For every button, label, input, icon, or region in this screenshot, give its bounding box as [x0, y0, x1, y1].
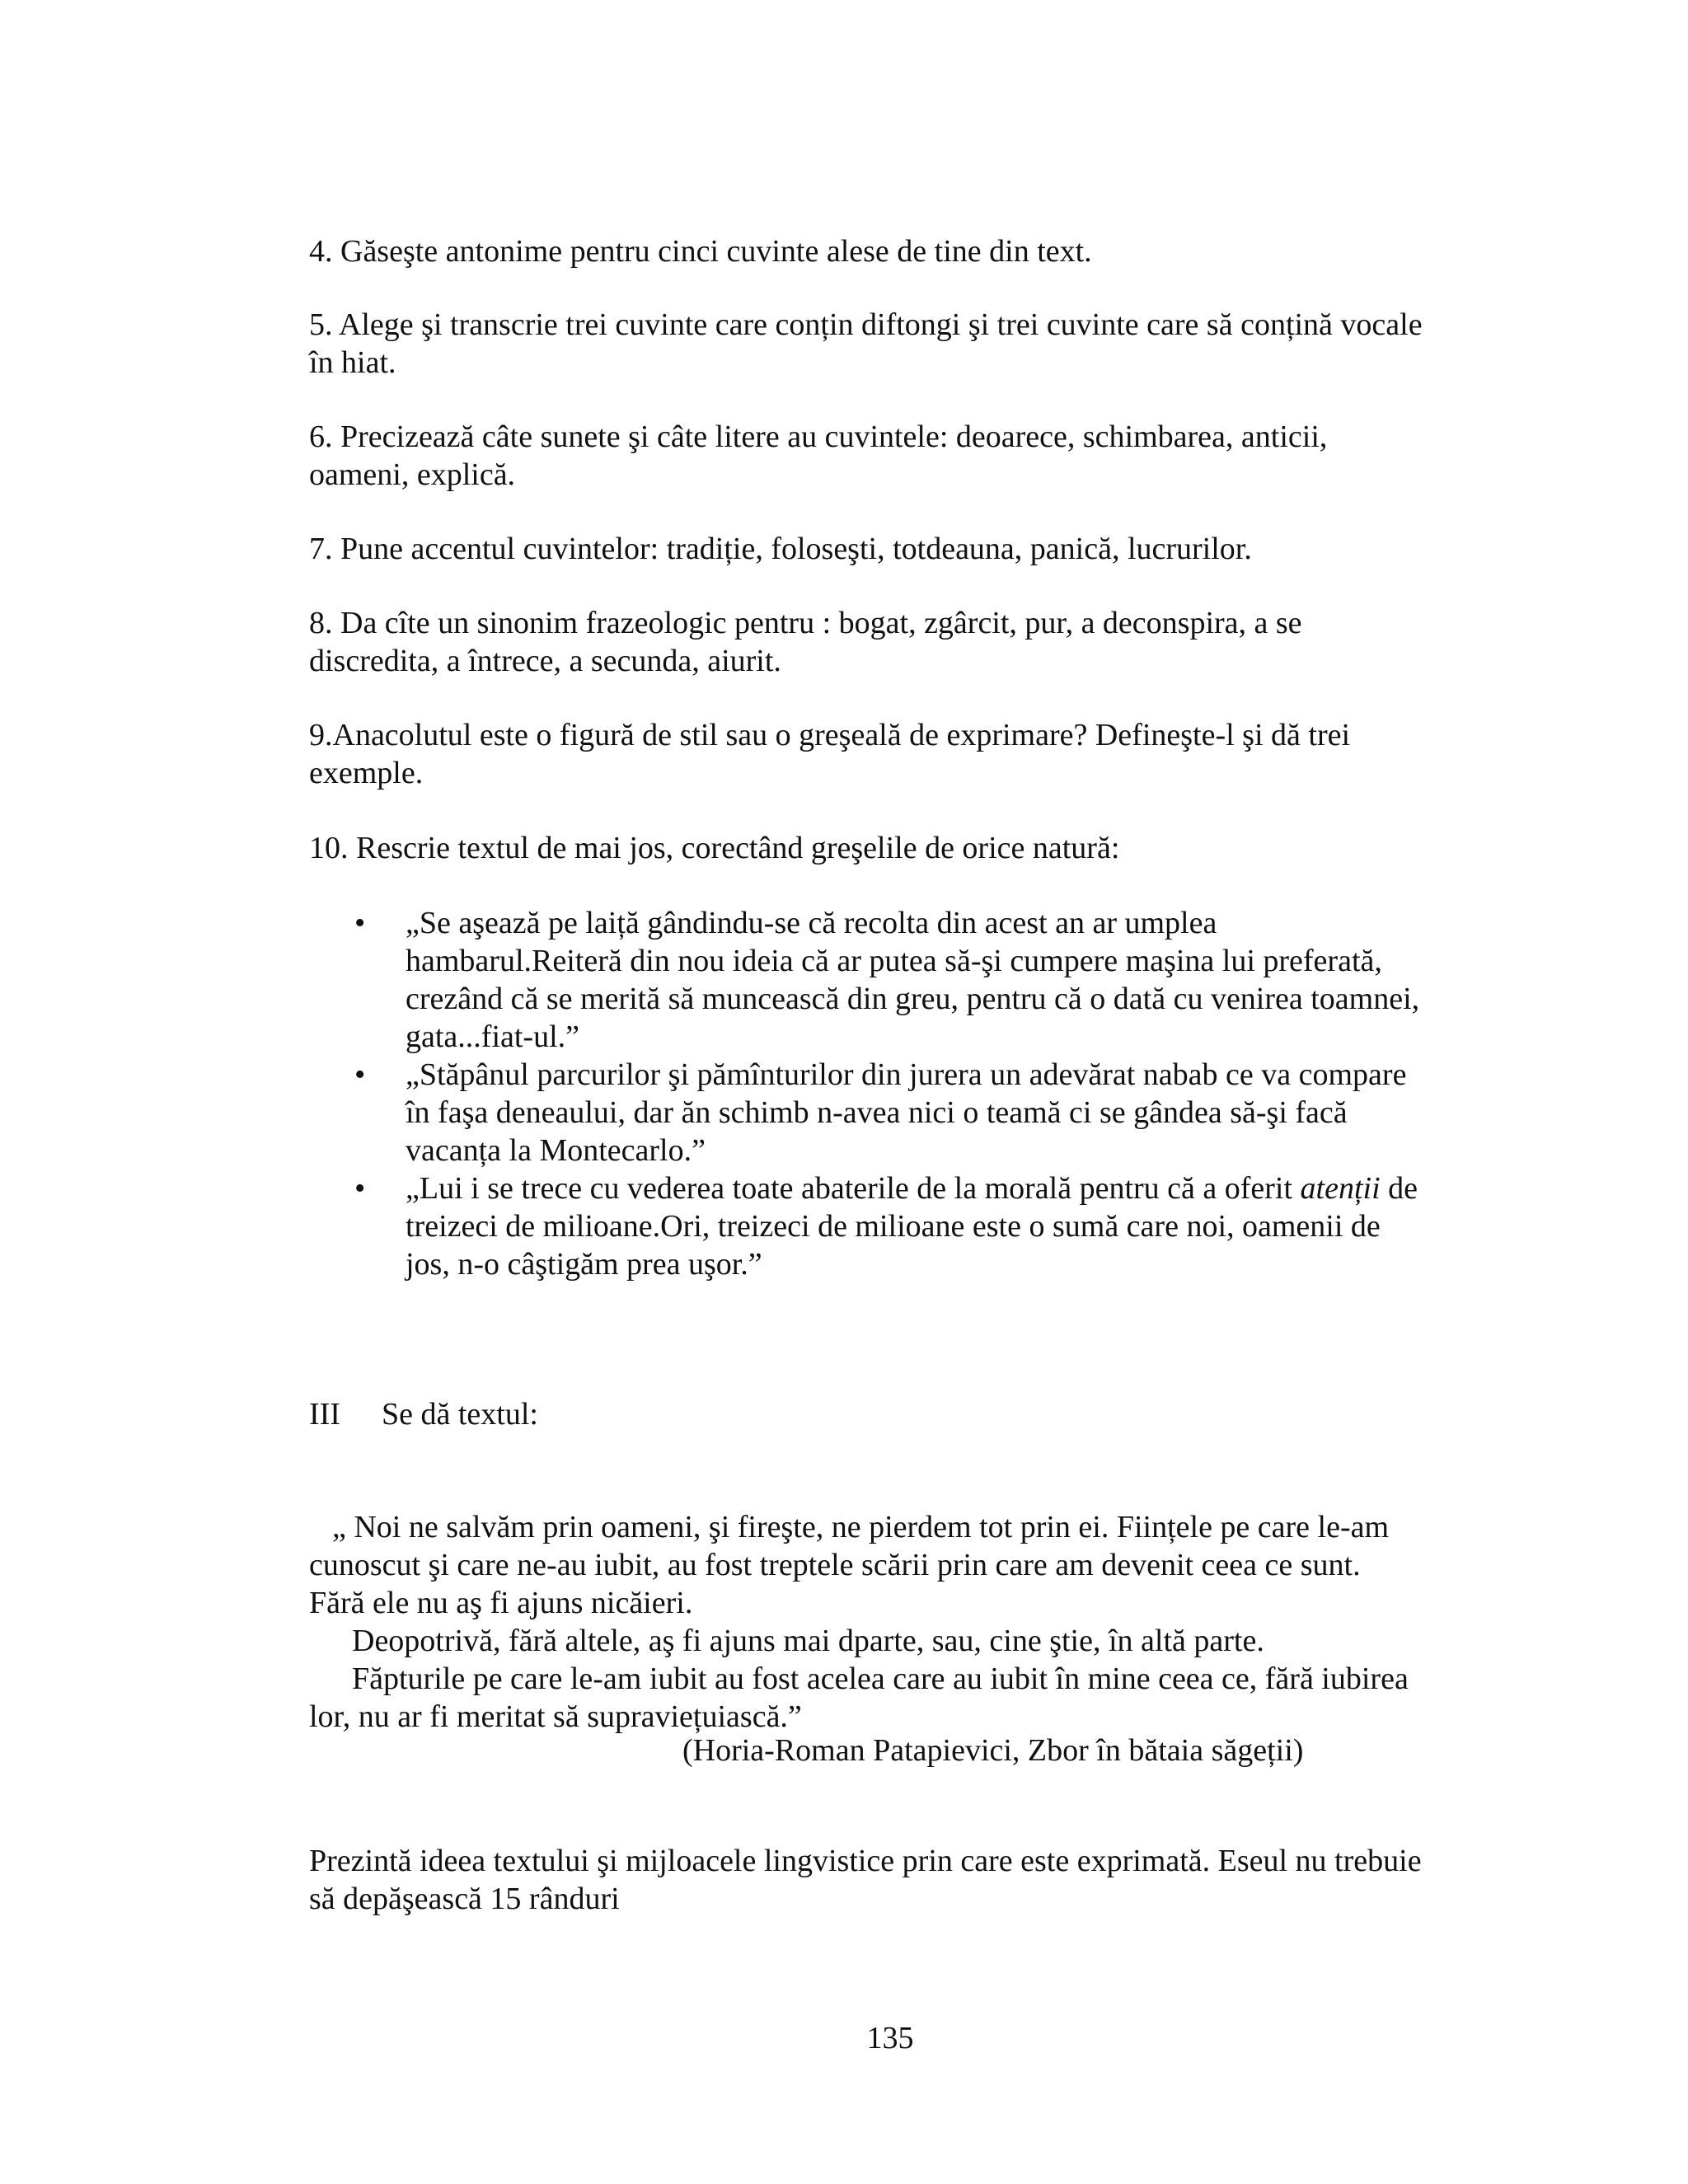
section-title: Se dă textul:	[382, 1397, 538, 1432]
exercise-4: 4. Găseşte antonime pentru cinci cuvinte alese de tine din text.	[309, 234, 1092, 269]
bullet-text-3-italic: atenții	[1300, 1171, 1381, 1206]
quoted-text	[309, 1508, 1479, 1736]
exercise-8: 8. Da cîte un sinonim frazeologic pentru : bogat, zgârcit, pur, a deconspira, a se discredita, a întrece, a secunda, aiurit.	[309, 606, 1302, 678]
exercise-5: 5. Alege şi transcrie trei cuvinte care conțin diftongi şi trei cuvinte care să conțină vocale în hiat.	[309, 307, 1423, 380]
bullet-icon: •	[354, 1057, 366, 1092]
bullet-text-3-end: de treizeci de milioane.Ori, treizeci de milioane este o sumă care noi, oamenii de jos, n-o câştigăm prea uşor.”	[406, 1171, 1418, 1282]
bullet-text-2: „Stăpânul parcurilor şi pămînturilor din jurera un adevărat nabab ce va compare în faşa deneaului, dar ăn schimb n-avea nici o teamă ci se gândea să-şi facă vacanța la Montecarlo.”	[406, 1057, 1407, 1168]
essay-task: Prezintă ideea textului şi mijloacele lingvistice prin care este exprimată. Eseul nu trebuie să depăşească 15 rânduri	[309, 1844, 1422, 1916]
bullet-icon: •	[354, 1171, 366, 1206]
bullet-text-3-start: „Lui i se trece cu vederea toate abaterile de la morală pentru că a oferit	[406, 1171, 1301, 1206]
exercise-10: 10. Rescrie textul de mai jos, corectând greşelile de orice natură:	[309, 831, 1120, 865]
correction-bullet-list	[354, 904, 1492, 1283]
quote-source: (Horia-Roman Patapievici, Zbor în bătaia săgeții)	[682, 1733, 1304, 1768]
exercise-6: 6. Precizează câte sunete şi câte litere au cuvintele: deoarece, schimbarea, anticii, oameni, explică.	[309, 419, 1328, 492]
section-heading	[309, 1395, 1479, 1433]
page-number: 135	[866, 2021, 914, 2055]
quote-paragraph-3: Făpturile pe care le-am iubit au fost acelea care au iubit în mine ceea ce, fără iubirea lor, nu ar fi meritat să supraviețuiască.”	[309, 1661, 1409, 1734]
quote-paragraph-2: Deopotrivă, fără altele, aş fi ajuns mai dparte, sau, cine ştie, în altă parte.	[352, 1624, 1264, 1658]
exercise-9: 9.Anacolutul este o figură de stil sau o greşeală de exprimare? Defineşte-l şi dă trei exemple.	[309, 718, 1351, 790]
list-item	[354, 904, 1492, 1056]
section-number: III	[309, 1397, 340, 1432]
list-item	[354, 1056, 1492, 1169]
quote-paragraph-1: „ Noi ne salvăm prin oameni, şi fireşte, ne pierdem tot prin ei. Ființele pe care le-am cunoscut şi care ne-au iubit, au fost treptele scării prin care am devenit ceea ce sunt. Fără ele nu aş fi ajuns nicăieri.	[309, 1510, 1390, 1620]
bullet-text-1: „Se aşează pe laiță gândindu-se că recolta din acest an ar umplea hambarul.Reiteră din nou ideia că ar putea să-şi cumpere maşina lui preferată, crezând că se merită să muncească din greu, pentru că o dată cu venirea toamnei, gata...fiat-ul.”	[406, 906, 1420, 1054]
bullet-icon: •	[354, 906, 366, 940]
exercise-7: 7. Pune accentul cuvintelor: tradiție, foloseşti, totdeauna, panică, lucrurilor.	[309, 532, 1252, 566]
list-item	[354, 1169, 1492, 1283]
